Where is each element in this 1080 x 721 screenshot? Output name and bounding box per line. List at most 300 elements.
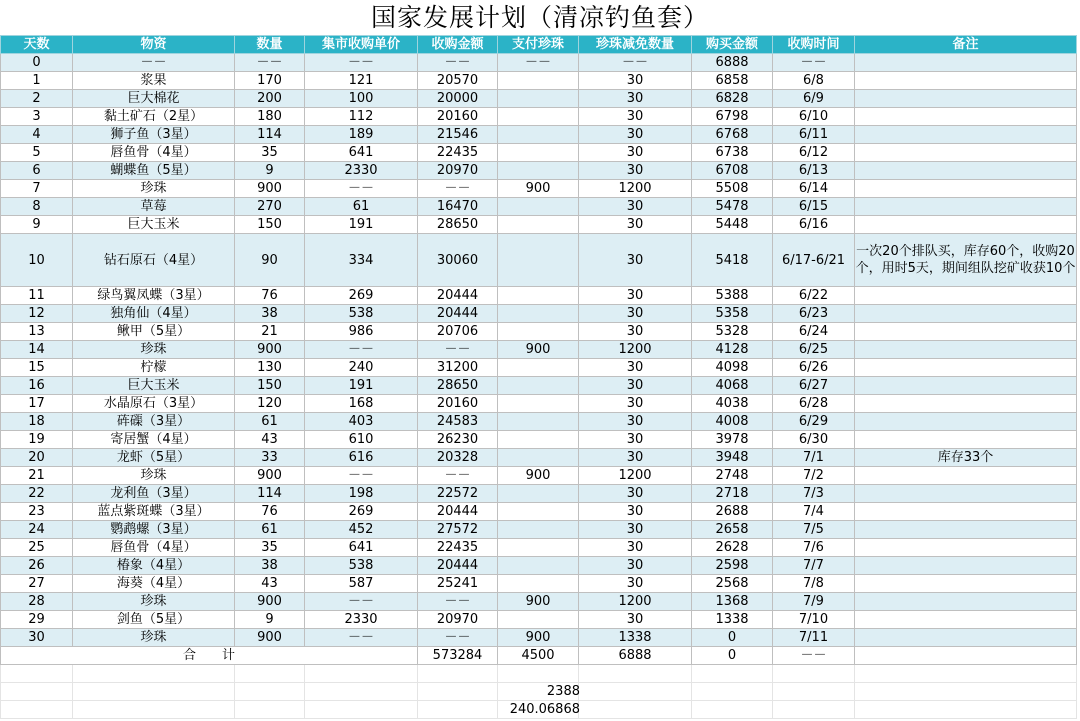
blank-cell[interactable] xyxy=(498,665,579,683)
cell-remark[interactable] xyxy=(855,503,1077,521)
cell-time[interactable]: 6/26 xyxy=(773,359,855,377)
cell-quantity[interactable]: 200 xyxy=(235,90,305,108)
cell-remark[interactable] xyxy=(855,162,1077,180)
cell-time[interactable]: 6/16 xyxy=(773,216,855,234)
cell-item[interactable]: 蝴蝶鱼（5星） xyxy=(73,162,235,180)
cell-reduction[interactable]: 30 xyxy=(579,539,692,557)
cell-quantity[interactable]: 35 xyxy=(235,539,305,557)
cell-item[interactable]: 黏土矿石（2星） xyxy=(73,108,235,126)
cell-remark[interactable] xyxy=(855,575,1077,593)
cell-time[interactable]: 7/8 xyxy=(773,575,855,593)
cell-time[interactable]: 7/10 xyxy=(773,611,855,629)
cell-day[interactable]: 22 xyxy=(1,485,73,503)
cell-remark[interactable] xyxy=(855,54,1077,72)
cell-pearls[interactable]: 900 xyxy=(498,467,579,485)
cell-day[interactable]: 9 xyxy=(1,216,73,234)
cell-reduction[interactable]: 30 xyxy=(579,611,692,629)
cell-quantity[interactable]: 900 xyxy=(235,593,305,611)
cell-day[interactable]: 12 xyxy=(1,305,73,323)
cell-day[interactable]: 10 xyxy=(1,234,73,287)
cell-amount[interactable]: －－ xyxy=(418,593,498,611)
cell-remark[interactable] xyxy=(855,341,1077,359)
cell-purchase[interactable]: 2688 xyxy=(692,503,773,521)
cell-pearls[interactable]: 900 xyxy=(498,593,579,611)
cell-quantity[interactable]: 170 xyxy=(235,72,305,90)
cell-time[interactable]: 7/9 xyxy=(773,593,855,611)
cell-time[interactable]: 7/1 xyxy=(773,449,855,467)
cell-item[interactable]: 椿象（4星） xyxy=(73,557,235,575)
cell-pearls[interactable]: 900 xyxy=(498,341,579,359)
cell-item[interactable]: 砗磲（3星） xyxy=(73,413,235,431)
cell-item[interactable]: 蓝点紫斑蝶（3星） xyxy=(73,503,235,521)
cell-day[interactable]: 7 xyxy=(1,180,73,198)
cell-amount[interactable]: 20444 xyxy=(418,503,498,521)
cell-time[interactable]: 6/15 xyxy=(773,198,855,216)
cell-reduction[interactable]: 1200 xyxy=(579,593,692,611)
cell-purchase[interactable]: 6708 xyxy=(692,162,773,180)
total-reduction[interactable]: 6888 xyxy=(579,647,692,665)
cell-day[interactable]: 19 xyxy=(1,431,73,449)
cell-purchase[interactable]: 5448 xyxy=(692,216,773,234)
cell-quantity[interactable]: 43 xyxy=(235,431,305,449)
cell-amount[interactable]: 27572 xyxy=(418,521,498,539)
cell-unit-price[interactable]: －－ xyxy=(305,467,418,485)
cell-reduction[interactable]: 30 xyxy=(579,108,692,126)
cell-item[interactable]: －－ xyxy=(73,54,235,72)
cell-amount[interactable]: －－ xyxy=(418,467,498,485)
blank-cell[interactable] xyxy=(418,701,498,719)
cell-reduction[interactable]: 1338 xyxy=(579,629,692,647)
cell-purchase[interactable]: 4128 xyxy=(692,341,773,359)
cell-purchase[interactable]: 5328 xyxy=(692,323,773,341)
cell-pearls[interactable] xyxy=(498,521,579,539)
cell-remark[interactable] xyxy=(855,359,1077,377)
cell-item[interactable]: 珍珠 xyxy=(73,467,235,485)
cell-reduction[interactable]: 30 xyxy=(579,198,692,216)
cell-remark[interactable] xyxy=(855,377,1077,395)
cell-item[interactable]: 珍珠 xyxy=(73,629,235,647)
cell-unit-price[interactable]: 191 xyxy=(305,216,418,234)
cell-day[interactable]: 14 xyxy=(1,341,73,359)
cell-remark[interactable] xyxy=(855,395,1077,413)
cell-reduction[interactable]: 30 xyxy=(579,305,692,323)
total-time[interactable]: －－ xyxy=(773,647,855,665)
cell-remark[interactable]: 一次20个排队买，库存60个，收购20个，用时5天，期间组队挖矿收获10个 xyxy=(855,234,1077,287)
cell-pearls[interactable] xyxy=(498,198,579,216)
cell-purchase[interactable]: 2658 xyxy=(692,521,773,539)
cell-day[interactable]: 13 xyxy=(1,323,73,341)
cell-pearls[interactable] xyxy=(498,539,579,557)
cell-reduction[interactable]: 1200 xyxy=(579,467,692,485)
blank-cell[interactable] xyxy=(855,665,1077,683)
cell-time[interactable]: 7/11 xyxy=(773,629,855,647)
cell-amount[interactable]: 25241 xyxy=(418,575,498,593)
cell-item[interactable]: 鳅甲（5星） xyxy=(73,323,235,341)
cell-item[interactable]: 巨大玉米 xyxy=(73,216,235,234)
cell-pearls[interactable] xyxy=(498,359,579,377)
blank-cell[interactable] xyxy=(773,665,855,683)
cell-amount[interactable]: 20444 xyxy=(418,557,498,575)
cell-amount[interactable]: 22435 xyxy=(418,144,498,162)
cell-purchase[interactable]: 1338 xyxy=(692,611,773,629)
cell-item[interactable]: 草莓 xyxy=(73,198,235,216)
cell-item[interactable]: 珍珠 xyxy=(73,180,235,198)
cell-quantity[interactable]: 120 xyxy=(235,395,305,413)
blank-cell[interactable] xyxy=(73,683,235,701)
cell-item[interactable]: 珍珠 xyxy=(73,341,235,359)
total-purchase[interactable]: 0 xyxy=(692,647,773,665)
cell-reduction[interactable]: 30 xyxy=(579,90,692,108)
total-label[interactable]: 合 计 xyxy=(1,647,418,665)
cell-purchase[interactable]: 1368 xyxy=(692,593,773,611)
cell-amount[interactable]: 28650 xyxy=(418,377,498,395)
cell-quantity[interactable]: 90 xyxy=(235,234,305,287)
blank-cell[interactable] xyxy=(855,701,1077,719)
cell-unit-price[interactable]: －－ xyxy=(305,54,418,72)
cell-amount[interactable]: 24583 xyxy=(418,413,498,431)
cell-amount[interactable]: 20444 xyxy=(418,305,498,323)
header-remark[interactable]: 备注 xyxy=(855,36,1077,54)
cell-pearls[interactable] xyxy=(498,413,579,431)
cell-remark[interactable] xyxy=(855,72,1077,90)
cell-time[interactable]: 6/29 xyxy=(773,413,855,431)
cell-unit-price[interactable]: －－ xyxy=(305,593,418,611)
cell-time[interactable]: 6/13 xyxy=(773,162,855,180)
blank-cell[interactable] xyxy=(855,683,1077,701)
blank-cell[interactable] xyxy=(418,665,498,683)
cell-item[interactable]: 独角仙（4星） xyxy=(73,305,235,323)
cell-amount[interactable]: 20160 xyxy=(418,395,498,413)
blank-cell[interactable] xyxy=(418,683,498,701)
cell-time[interactable]: 6/30 xyxy=(773,431,855,449)
cell-day[interactable]: 11 xyxy=(1,287,73,305)
cell-remark[interactable] xyxy=(855,413,1077,431)
cell-reduction[interactable]: 30 xyxy=(579,359,692,377)
cell-amount[interactable]: 20000 xyxy=(418,90,498,108)
cell-amount[interactable]: 20570 xyxy=(418,72,498,90)
cell-unit-price[interactable]: 334 xyxy=(305,234,418,287)
cell-remark[interactable] xyxy=(855,216,1077,234)
cell-item[interactable]: 巨大棉花 xyxy=(73,90,235,108)
cell-amount[interactable]: 22435 xyxy=(418,539,498,557)
cell-amount[interactable]: 21546 xyxy=(418,126,498,144)
cell-time[interactable]: 6/10 xyxy=(773,108,855,126)
cell-pearls[interactable] xyxy=(498,90,579,108)
cell-remark[interactable] xyxy=(855,108,1077,126)
cell-pearls[interactable] xyxy=(498,144,579,162)
header-day[interactable]: 天数 xyxy=(1,36,73,54)
cell-unit-price[interactable]: 269 xyxy=(305,503,418,521)
cell-purchase[interactable]: 3978 xyxy=(692,431,773,449)
cell-item[interactable]: 珍珠 xyxy=(73,593,235,611)
cell-amount[interactable]: －－ xyxy=(418,54,498,72)
cell-pearls[interactable] xyxy=(498,503,579,521)
cell-time[interactable]: 6/17-6/21 xyxy=(773,234,855,287)
cell-remark[interactable] xyxy=(855,126,1077,144)
cell-purchase[interactable]: 4098 xyxy=(692,359,773,377)
cell-pearls[interactable] xyxy=(498,126,579,144)
cell-remark[interactable] xyxy=(855,629,1077,647)
cell-item[interactable]: 剑鱼（5星） xyxy=(73,611,235,629)
cell-unit-price[interactable]: 112 xyxy=(305,108,418,126)
cell-reduction[interactable]: 30 xyxy=(579,216,692,234)
cell-quantity[interactable]: 33 xyxy=(235,449,305,467)
cell-time[interactable]: 6/25 xyxy=(773,341,855,359)
cell-day[interactable]: 3 xyxy=(1,108,73,126)
cell-purchase[interactable]: 3948 xyxy=(692,449,773,467)
cell-pearls[interactable] xyxy=(498,162,579,180)
cell-quantity[interactable]: 900 xyxy=(235,341,305,359)
cell-quantity[interactable]: 35 xyxy=(235,144,305,162)
cell-day[interactable]: 15 xyxy=(1,359,73,377)
cell-amount[interactable]: 20970 xyxy=(418,162,498,180)
cell-pearls[interactable] xyxy=(498,557,579,575)
cell-time[interactable]: 7/4 xyxy=(773,503,855,521)
cell-unit-price[interactable]: 61 xyxy=(305,198,418,216)
cell-time[interactable]: 7/5 xyxy=(773,521,855,539)
cell-remark[interactable] xyxy=(855,431,1077,449)
cell-unit-price[interactable]: 121 xyxy=(305,72,418,90)
cell-item[interactable]: 绿鸟翼凤蝶（3星） xyxy=(73,287,235,305)
cell-item[interactable]: 狮子鱼（3星） xyxy=(73,126,235,144)
cell-amount[interactable]: 20160 xyxy=(418,108,498,126)
extra-value-1[interactable]: 2388 xyxy=(546,684,580,699)
cell-purchase[interactable]: 2748 xyxy=(692,467,773,485)
cell-reduction[interactable]: 30 xyxy=(579,431,692,449)
blank-cell[interactable] xyxy=(579,701,692,719)
cell-item[interactable]: 寄居蟹（4星） xyxy=(73,431,235,449)
cell-day[interactable]: 27 xyxy=(1,575,73,593)
cell-remark[interactable] xyxy=(855,287,1077,305)
cell-unit-price[interactable]: 191 xyxy=(305,377,418,395)
cell-amount[interactable]: 28650 xyxy=(418,216,498,234)
cell-quantity[interactable]: 270 xyxy=(235,198,305,216)
cell-purchase[interactable]: 5418 xyxy=(692,234,773,287)
blank-cell[interactable] xyxy=(235,701,305,719)
header-time[interactable]: 收购时间 xyxy=(773,36,855,54)
cell-remark[interactable] xyxy=(855,180,1077,198)
header-amount[interactable]: 收购金额 xyxy=(418,36,498,54)
cell-purchase[interactable]: 5478 xyxy=(692,198,773,216)
extra-value-2[interactable]: 240.06868 xyxy=(509,702,580,717)
cell-amount[interactable]: 20444 xyxy=(418,287,498,305)
cell-time[interactable]: 7/7 xyxy=(773,557,855,575)
cell-time[interactable]: 7/2 xyxy=(773,467,855,485)
cell-day[interactable]: 18 xyxy=(1,413,73,431)
cell-reduction[interactable]: 30 xyxy=(579,162,692,180)
cell-time[interactable]: 6/28 xyxy=(773,395,855,413)
header-pearls[interactable]: 支付珍珠 xyxy=(498,36,579,54)
cell-reduction[interactable]: 1200 xyxy=(579,341,692,359)
cell-pearls[interactable] xyxy=(498,395,579,413)
blank-cell[interactable] xyxy=(305,683,418,701)
cell-quantity[interactable]: 150 xyxy=(235,377,305,395)
cell-quantity[interactable]: 38 xyxy=(235,557,305,575)
cell-pearls[interactable]: 900 xyxy=(498,180,579,198)
cell-unit-price[interactable]: 189 xyxy=(305,126,418,144)
cell-time[interactable]: 6/23 xyxy=(773,305,855,323)
cell-day[interactable]: 29 xyxy=(1,611,73,629)
cell-time[interactable]: 6/11 xyxy=(773,126,855,144)
cell-pearls[interactable] xyxy=(498,323,579,341)
cell-item[interactable]: 海葵（4星） xyxy=(73,575,235,593)
cell-purchase[interactable]: 6768 xyxy=(692,126,773,144)
cell-unit-price[interactable]: 452 xyxy=(305,521,418,539)
cell-reduction[interactable]: 1200 xyxy=(579,180,692,198)
cell-quantity[interactable]: －－ xyxy=(235,54,305,72)
cell-unit-price[interactable]: 269 xyxy=(305,287,418,305)
cell-item[interactable]: 唇鱼骨（4星） xyxy=(73,144,235,162)
header-reduction[interactable]: 珍珠减免数量 xyxy=(579,36,692,54)
cell-reduction[interactable]: 30 xyxy=(579,449,692,467)
cell-amount[interactable]: －－ xyxy=(418,629,498,647)
cell-amount[interactable]: －－ xyxy=(418,180,498,198)
cell-time[interactable]: 7/3 xyxy=(773,485,855,503)
cell-remark[interactable] xyxy=(855,323,1077,341)
blank-cell[interactable] xyxy=(1,683,73,701)
cell-day[interactable]: 30 xyxy=(1,629,73,647)
cell-remark[interactable]: 库存33个 xyxy=(855,449,1077,467)
cell-unit-price[interactable]: 641 xyxy=(305,539,418,557)
cell-remark[interactable] xyxy=(855,611,1077,629)
cell-unit-price[interactable]: －－ xyxy=(305,629,418,647)
blank-cell[interactable] xyxy=(305,665,418,683)
cell-quantity[interactable]: 114 xyxy=(235,485,305,503)
cell-amount[interactable]: 30060 xyxy=(418,234,498,287)
cell-unit-price[interactable]: 168 xyxy=(305,395,418,413)
cell-unit-price[interactable]: 610 xyxy=(305,431,418,449)
cell-purchase[interactable]: 6828 xyxy=(692,90,773,108)
cell-item[interactable]: 鹦鹉螺（3星） xyxy=(73,521,235,539)
cell-unit-price[interactable]: 986 xyxy=(305,323,418,341)
cell-reduction[interactable]: 30 xyxy=(579,503,692,521)
cell-item[interactable]: 唇鱼骨（4星） xyxy=(73,539,235,557)
cell-day[interactable]: 0 xyxy=(1,54,73,72)
cell-quantity[interactable]: 900 xyxy=(235,180,305,198)
cell-day[interactable]: 5 xyxy=(1,144,73,162)
cell-day[interactable]: 16 xyxy=(1,377,73,395)
blank-cell[interactable] xyxy=(235,665,305,683)
cell-time[interactable]: 6/14 xyxy=(773,180,855,198)
header-quantity[interactable]: 数量 xyxy=(235,36,305,54)
cell-unit-price[interactable]: －－ xyxy=(305,341,418,359)
cell-pearls[interactable] xyxy=(498,305,579,323)
cell-remark[interactable] xyxy=(855,305,1077,323)
cell-amount[interactable]: 26230 xyxy=(418,431,498,449)
blank-cell[interactable] xyxy=(579,665,692,683)
blank-cell[interactable] xyxy=(73,701,235,719)
cell-amount[interactable]: 20328 xyxy=(418,449,498,467)
cell-item[interactable]: 柠檬 xyxy=(73,359,235,377)
cell-pearls[interactable] xyxy=(498,72,579,90)
cell-remark[interactable] xyxy=(855,485,1077,503)
cell-unit-price[interactable]: 100 xyxy=(305,90,418,108)
cell-day[interactable]: 24 xyxy=(1,521,73,539)
cell-quantity[interactable]: 9 xyxy=(235,162,305,180)
cell-reduction[interactable]: 30 xyxy=(579,323,692,341)
cell-day[interactable]: 1 xyxy=(1,72,73,90)
blank-cell[interactable] xyxy=(235,683,305,701)
cell-day[interactable]: 2 xyxy=(1,90,73,108)
cell-quantity[interactable]: 114 xyxy=(235,126,305,144)
cell-unit-price[interactable]: 641 xyxy=(305,144,418,162)
cell-quantity[interactable]: 900 xyxy=(235,629,305,647)
cell-purchase[interactable]: 6798 xyxy=(692,108,773,126)
cell-quantity[interactable]: 61 xyxy=(235,521,305,539)
cell-item[interactable]: 钻石原石（4星） xyxy=(73,234,235,287)
cell-purchase[interactable]: 2628 xyxy=(692,539,773,557)
cell-unit-price[interactable]: 587 xyxy=(305,575,418,593)
cell-unit-price[interactable]: 240 xyxy=(305,359,418,377)
cell-amount[interactable]: 20706 xyxy=(418,323,498,341)
cell-purchase[interactable]: 5388 xyxy=(692,287,773,305)
cell-time[interactable]: 7/6 xyxy=(773,539,855,557)
cell-pearls[interactable] xyxy=(498,377,579,395)
cell-amount[interactable]: 31200 xyxy=(418,359,498,377)
cell-day[interactable]: 6 xyxy=(1,162,73,180)
cell-amount[interactable]: －－ xyxy=(418,341,498,359)
blank-cell[interactable] xyxy=(773,683,855,701)
cell-quantity[interactable]: 900 xyxy=(235,467,305,485)
cell-reduction[interactable]: 30 xyxy=(579,413,692,431)
cell-remark[interactable] xyxy=(855,198,1077,216)
cell-remark[interactable] xyxy=(855,90,1077,108)
cell-time[interactable]: 6/27 xyxy=(773,377,855,395)
cell-time[interactable]: 6/8 xyxy=(773,72,855,90)
header-purchase[interactable]: 购买金额 xyxy=(692,36,773,54)
cell-pearls[interactable] xyxy=(498,287,579,305)
blank-cell[interactable] xyxy=(579,683,692,701)
cell-item[interactable]: 浆果 xyxy=(73,72,235,90)
cell-reduction[interactable]: 30 xyxy=(579,575,692,593)
blank-cell[interactable] xyxy=(692,701,773,719)
cell-pearls[interactable] xyxy=(498,431,579,449)
cell-unit-price[interactable]: 198 xyxy=(305,485,418,503)
blank-cell[interactable] xyxy=(1,701,73,719)
cell-pearls[interactable] xyxy=(498,216,579,234)
cell-quantity[interactable]: 61 xyxy=(235,413,305,431)
cell-time[interactable]: 6/22 xyxy=(773,287,855,305)
cell-unit-price[interactable]: 403 xyxy=(305,413,418,431)
cell-reduction[interactable]: 30 xyxy=(579,287,692,305)
cell-reduction[interactable]: 30 xyxy=(579,72,692,90)
cell-reduction[interactable]: 30 xyxy=(579,126,692,144)
cell-reduction[interactable]: －－ xyxy=(579,54,692,72)
cell-unit-price[interactable]: 2330 xyxy=(305,611,418,629)
cell-remark[interactable] xyxy=(855,557,1077,575)
cell-day[interactable]: 23 xyxy=(1,503,73,521)
cell-purchase[interactable]: 5508 xyxy=(692,180,773,198)
blank-cell[interactable] xyxy=(305,701,418,719)
cell-pearls[interactable] xyxy=(498,611,579,629)
cell-amount[interactable]: 20970 xyxy=(418,611,498,629)
cell-quantity[interactable]: 76 xyxy=(235,287,305,305)
cell-quantity[interactable]: 38 xyxy=(235,305,305,323)
cell-pearls[interactable] xyxy=(498,449,579,467)
cell-remark[interactable] xyxy=(855,144,1077,162)
cell-purchase[interactable]: 6888 xyxy=(692,54,773,72)
cell-quantity[interactable]: 43 xyxy=(235,575,305,593)
header-unit-price[interactable]: 集市收购单价 xyxy=(305,36,418,54)
total-pearls[interactable]: 4500 xyxy=(498,647,579,665)
cell-quantity[interactable]: 150 xyxy=(235,216,305,234)
cell-remark[interactable] xyxy=(855,593,1077,611)
header-item[interactable]: 物资 xyxy=(73,36,235,54)
cell-purchase[interactable]: 4008 xyxy=(692,413,773,431)
cell-unit-price[interactable]: 616 xyxy=(305,449,418,467)
cell-quantity[interactable]: 9 xyxy=(235,611,305,629)
total-amount[interactable]: 573284 xyxy=(418,647,498,665)
